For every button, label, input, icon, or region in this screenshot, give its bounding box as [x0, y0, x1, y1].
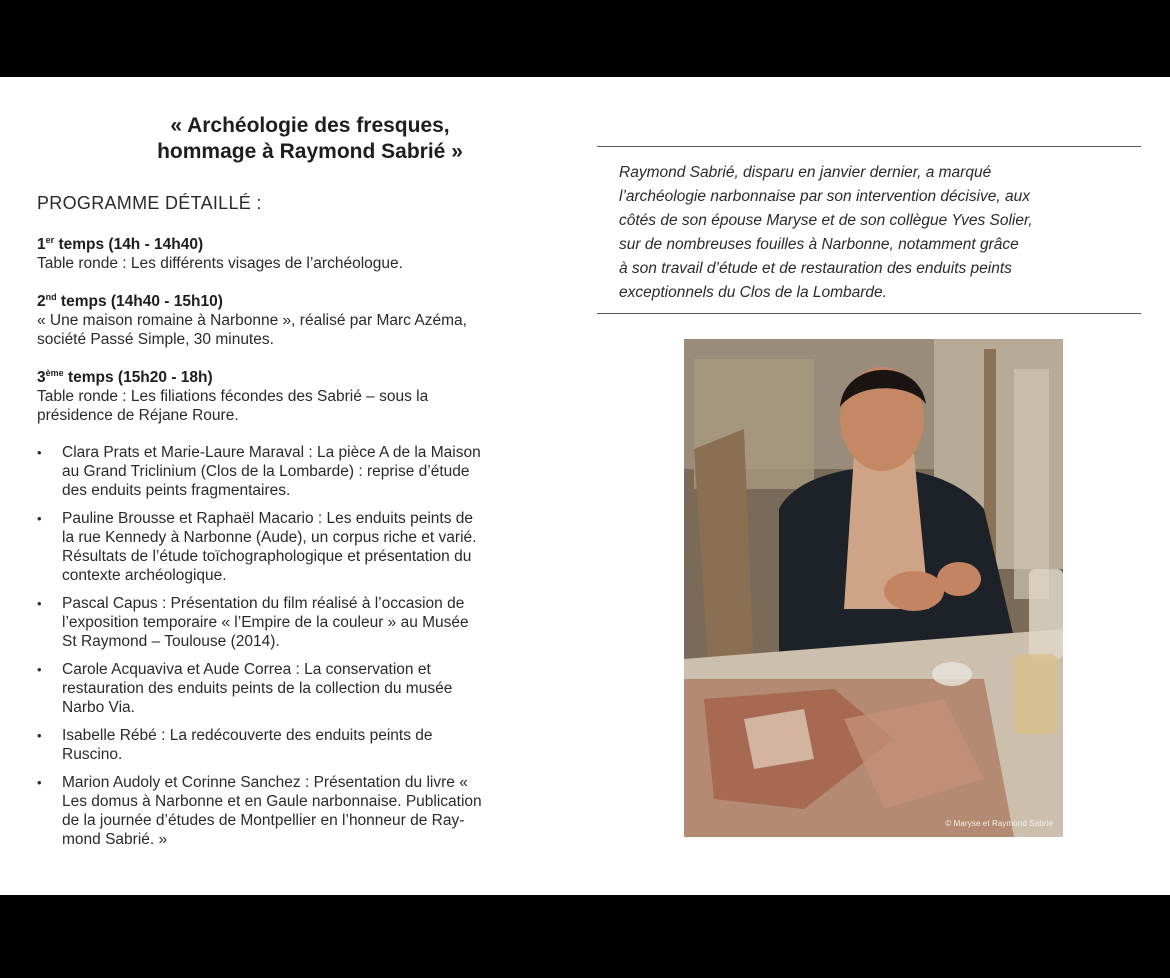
document-page: [0, 77, 1170, 895]
session-1: [37, 235, 577, 273]
session-text: « Une maison romaine à Narbonne », réalisé par Marc Azéma,: [37, 312, 467, 329]
talk-list: [37, 443, 582, 858]
list-item: • Clara Prats et Marie-Laure Maraval : La pièce A de la Maison au Grand Triclinium (Clos de la Lombarde) : reprise d’étude des enduits peints fragmentaires.: [37, 443, 582, 500]
page-title: [60, 113, 560, 165]
archaeologist-photo: [684, 339, 1063, 837]
title-line-2: hommage à Raymond Sabrié »: [157, 140, 463, 163]
tribute-quote: Raymond Sabrié, disparu en janvier dernier, a marqué l’archéologie narbonnaise par son intervention décisive, aux côtés de son épouse Maryse et de son collègue Yves Solier, sur de nombreuses fouilles à Narbonne, notamment grâce à son travail d’étude et de restauration des enduits peints exceptionnels du Clos de la Lombarde.: [619, 164, 1033, 301]
photo-credit: © Maryse et Raymond Sabrié: [945, 819, 1053, 828]
list-item: • Carole Acquaviva et Aude Correa : La conservation et restauration des enduits peints de la collection du musée Narbo Via.: [37, 660, 582, 717]
programme-heading: PROGRAMME DÉTAILLÉ :: [37, 193, 262, 213]
session-text: Table ronde : Les différents visages de l’archéologue.: [37, 255, 403, 272]
session-3: [37, 368, 577, 425]
session-text: présidence de Réjane Roure.: [37, 407, 239, 424]
session-text: Table ronde : Les filiations fécondes des Sabrié – sous la: [37, 388, 429, 405]
session-heading: 3ème temps (15h20 - 18h): [37, 368, 213, 386]
list-item: • Pascal Capus : Présentation du film réalisé à l’occasion de l’exposition temporaire « l’Empire de la couleur » au Musée St Raymond – Toulouse (2014).: [37, 594, 582, 651]
title-line-1: « Archéologie des fresques,: [170, 114, 450, 137]
list-item: • Pauline Brousse et Raphaël Macario : Les enduits peints de la rue Kennedy à Narbonne (Aude), un corpus riche et varié. Résultats de l’étude toïchographologique et présentation du contexte archéologique.: [37, 509, 582, 585]
session-2: [37, 292, 577, 349]
photo-image: [684, 339, 1063, 837]
list-item: • Marion Audoly et Corinne Sanchez : Présentation du livre « Les domus à Narbonne et en Gaule narbonnaise. Publication de la journée d’études de Montpellier en l’honneur de Ray- mond Sabrié. »: [37, 773, 582, 849]
tribute-quote-box: [597, 146, 1141, 314]
session-heading: 2nd temps (14h40 - 15h10): [37, 292, 223, 310]
list-item: • Isabelle Rébé : La redécouverte des enduits peints de Ruscino.: [37, 726, 582, 764]
session-heading: 1er temps (14h - 14h40): [37, 235, 204, 253]
session-text: société Passé Simple, 30 minutes.: [37, 331, 274, 348]
